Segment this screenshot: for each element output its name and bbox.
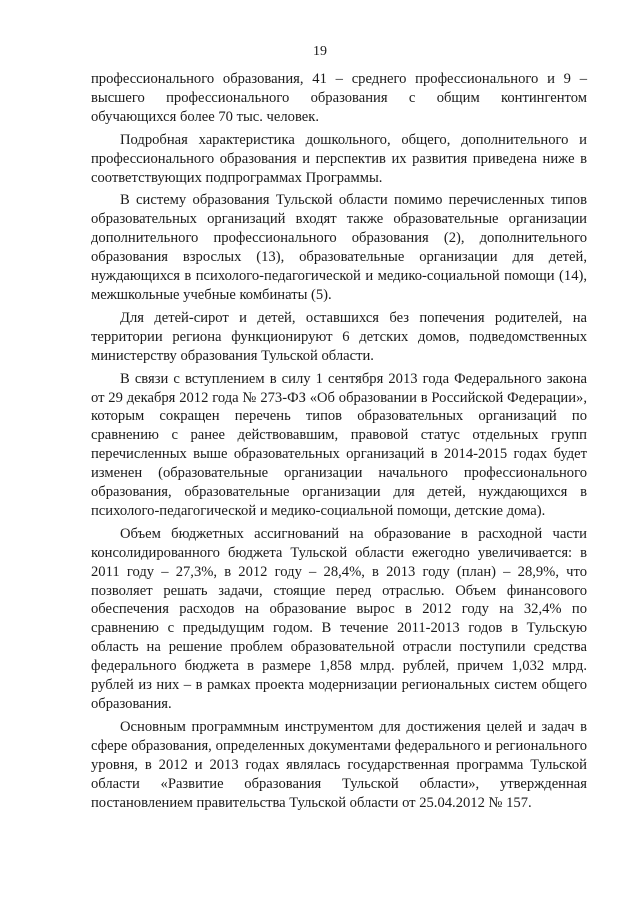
paragraph-education-system: В систему образования Тульской области помимо перечисленных типов образовательных организаций входят также образовательные организации дополнительного профессионального образования (2), дополнительного образования взрослых (13), образовательные организации для детей, нуждающихся в психолого-педагогической и медико-социальной помощи (14), межшкольные учебные комбинаты (5). [91, 192, 587, 303]
paragraph-continuation: профессионального образования, 41 – среднего профессионального и 9 – высшего профессионального образования с общим контингентом обучающихся более 70 тыс. человек. [91, 71, 587, 125]
paragraph-orphanages: Для детей-сирот и детей, оставшихся без попечения родителей, на территории региона функционируют 6 детских домов, подведомственных министерству образования Тульской области. [91, 309, 587, 364]
body-text [91, 70, 587, 812]
paragraph-characteristics: Подробная характеристика дошкольного, общего, дополнительного и профессионального образования и перспектив их развития приведена ниже в соответствующих подпрограммах Программы. [91, 131, 587, 186]
page-number: 19 [313, 44, 327, 59]
paragraph-program: Основным программным инструментом для достижения целей и задач в сфере образования, определенных документами федерального и регионального уровня, в 2012 и 2013 годах являлась государственная программа Тульской области «Развитие образования Тульской области», утвержденная постановлением правительства Тульской области от 25.04.2012 № 157. [91, 718, 587, 811]
paragraph-budget: Объем бюджетных ассигнований на образование в расходной части консолидированного бюджета Тульской области ежегодно увеличивается: в 2011 году – 27,3%, в 2012 году – 28,4%, в 2013 году (план) – 28,9%, что позволяет решать задачи, стоящие перед отраслью. Объем финансового обеспечения расходов на образование вырос в 2012 году на 32,4% по сравнению с предыдущим годом. В течение 2011-2013 годов в Тульскую область на решение проблем образовательной отрасли поступили средства федерального бюджета в размере 1,858 млрд. рублей, причем 1,032 млрд. рублей из них – в рамках проекта модернизации региональных систем общего образования. [91, 525, 587, 712]
paragraph-federal-law: В связи с вступлением в силу 1 сентября 2013 года Федерального закона от 29 декабря 2012 года № 273-ФЗ «Об образовании в Российской Федерации», которым сокращен перечень типов образовательных организаций по сравнению с ранее действовавшим, правовой статус отдельных групп перечисленных выше образовательных организаций в 2014-2015 годах будет изменен (образовательные организации начального профессионального образования, образовательные организации для детей, нуждающихся в психолого-педагогической и медико-социальной помощи, детские дома). [91, 370, 587, 519]
